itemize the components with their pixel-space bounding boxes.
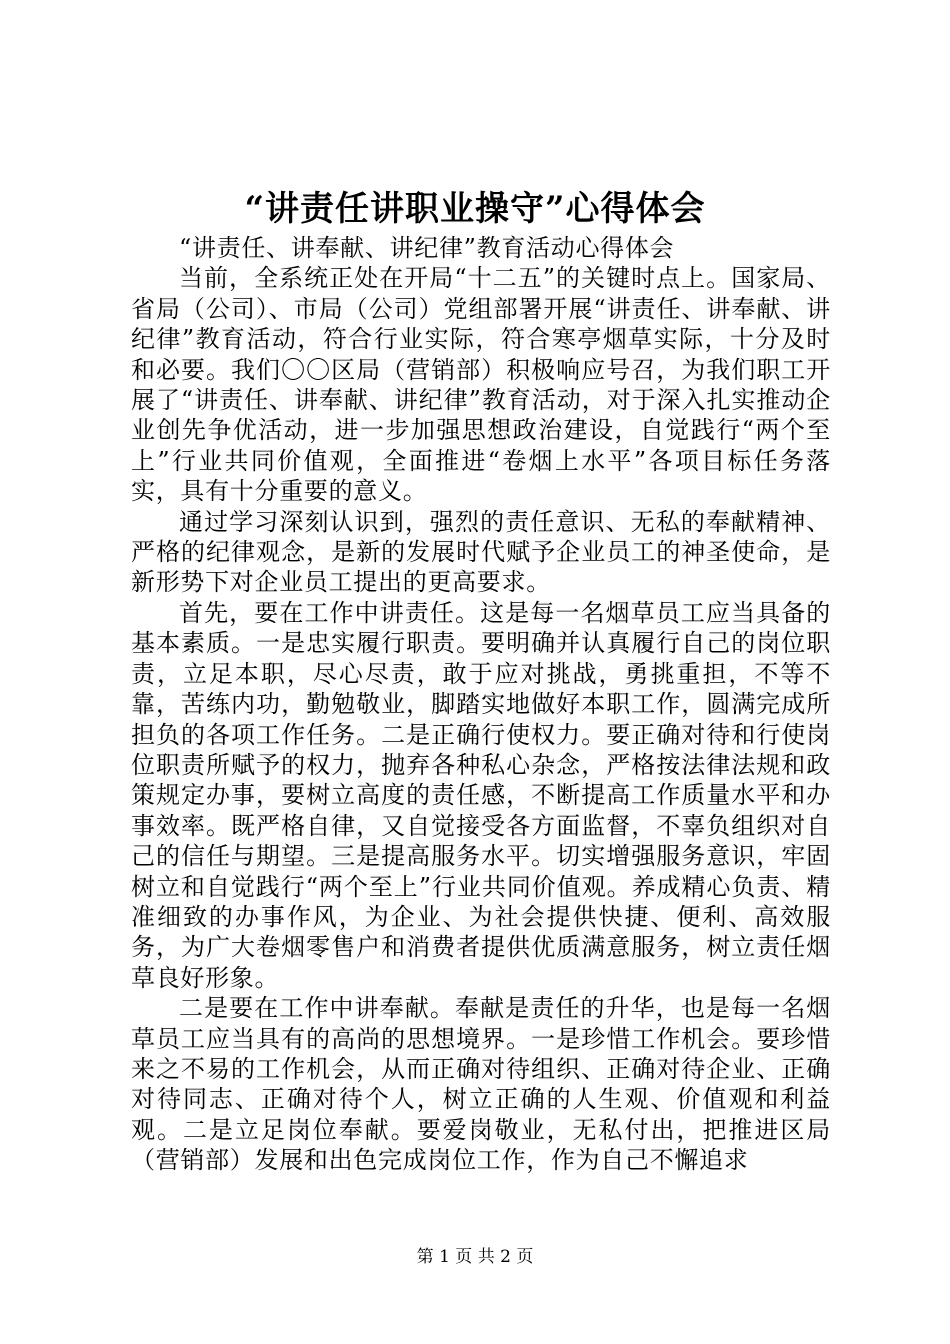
paragraph-responsibility: 首先，要在工作中讲责任。这是每一名烟草员工应当具备的基本素质。一是忠实履行职责。要明确并认真履行自己的岗位职责，立足本职，尽心尽责，敢于应对挑战，勇挑重担，不等不靠，苦练内功，勤勉敬业，脚踏实地做好本职工作，圆满完成所担负的各项工作任务。二是正确行使权力。要正确对待和行使岗位职责所赋予的权力，抛弃各种私心杂念，严格按法律法规和政策规定办事，要树立高度的责任感，不断提高工作质量水平和办事效率。既严格自律，又自觉接受各方面监督，不辜负组织对自己的信任与期望。三是提高服务水平。切实增强服务意识，牢固树立和自觉践行“两个至上”行业共同价值观。养成精心负责、精准细致的办事作风，为企业、为社会提供快捷、便利、高效服务，为广大卷烟零售户和消费者提供优质满意服务，树立责任烟草良好形象。 — [131, 598, 831, 992]
paragraph-intro: 当前，全系统正处在开局“十二五”的关键时点上。国家局、省局（公司）、市局（公司）党组部署开展“讲责任、讲奉献、讲纪律”教育活动，符合行业实际，符合寒亭烟草实际，十分及时和必要。我们〇〇区局（营销部）积极响应号召，为我们职工开展了“讲责任、讲奉献、讲纪律”教育活动，对于深入扎实推动企业创先争优活动，进一步加强思想政治建设，自觉践行“两个至上”行业共同价值观，全面推进“卷烟上水平”各项目标任务落实，具有十分重要的意义。 — [131, 264, 831, 506]
document-body — [131, 233, 831, 1176]
page-number-footer: 第 1 页 共 2 页 — [416, 1247, 534, 1267]
paragraph-understanding: 通过学习深刻认识到，强烈的责任意识、无私的奉献精神、严格的纪律观念，是新的发展时代赋予企业员工的神圣使命，是新形势下对企业员工提出的更高要求。 — [131, 507, 831, 597]
paragraph-dedication: 二是要在工作中讲奉献。奉献是责任的升华，也是每一名烟草员工应当具有的高尚的思想境界。一是珍惜工作机会。要珍惜来之不易的工作机会，从而正确对待组织、正确对待企业、正确对待同志、正确对待个人，树立正确的人生观、价值观和利益观。二是立足岗位奉献。要爱岗敬业，无私付出，把推进区局（营销部）发展和出色完成岗位工作，作为自己不懈追求 — [131, 994, 831, 1175]
paragraph-subtitle: “讲责任、讲奉献、讲纪律”教育活动心得体会 — [179, 234, 675, 262]
document-title: “讲责任讲职业操守”心得体会 — [244, 189, 706, 229]
